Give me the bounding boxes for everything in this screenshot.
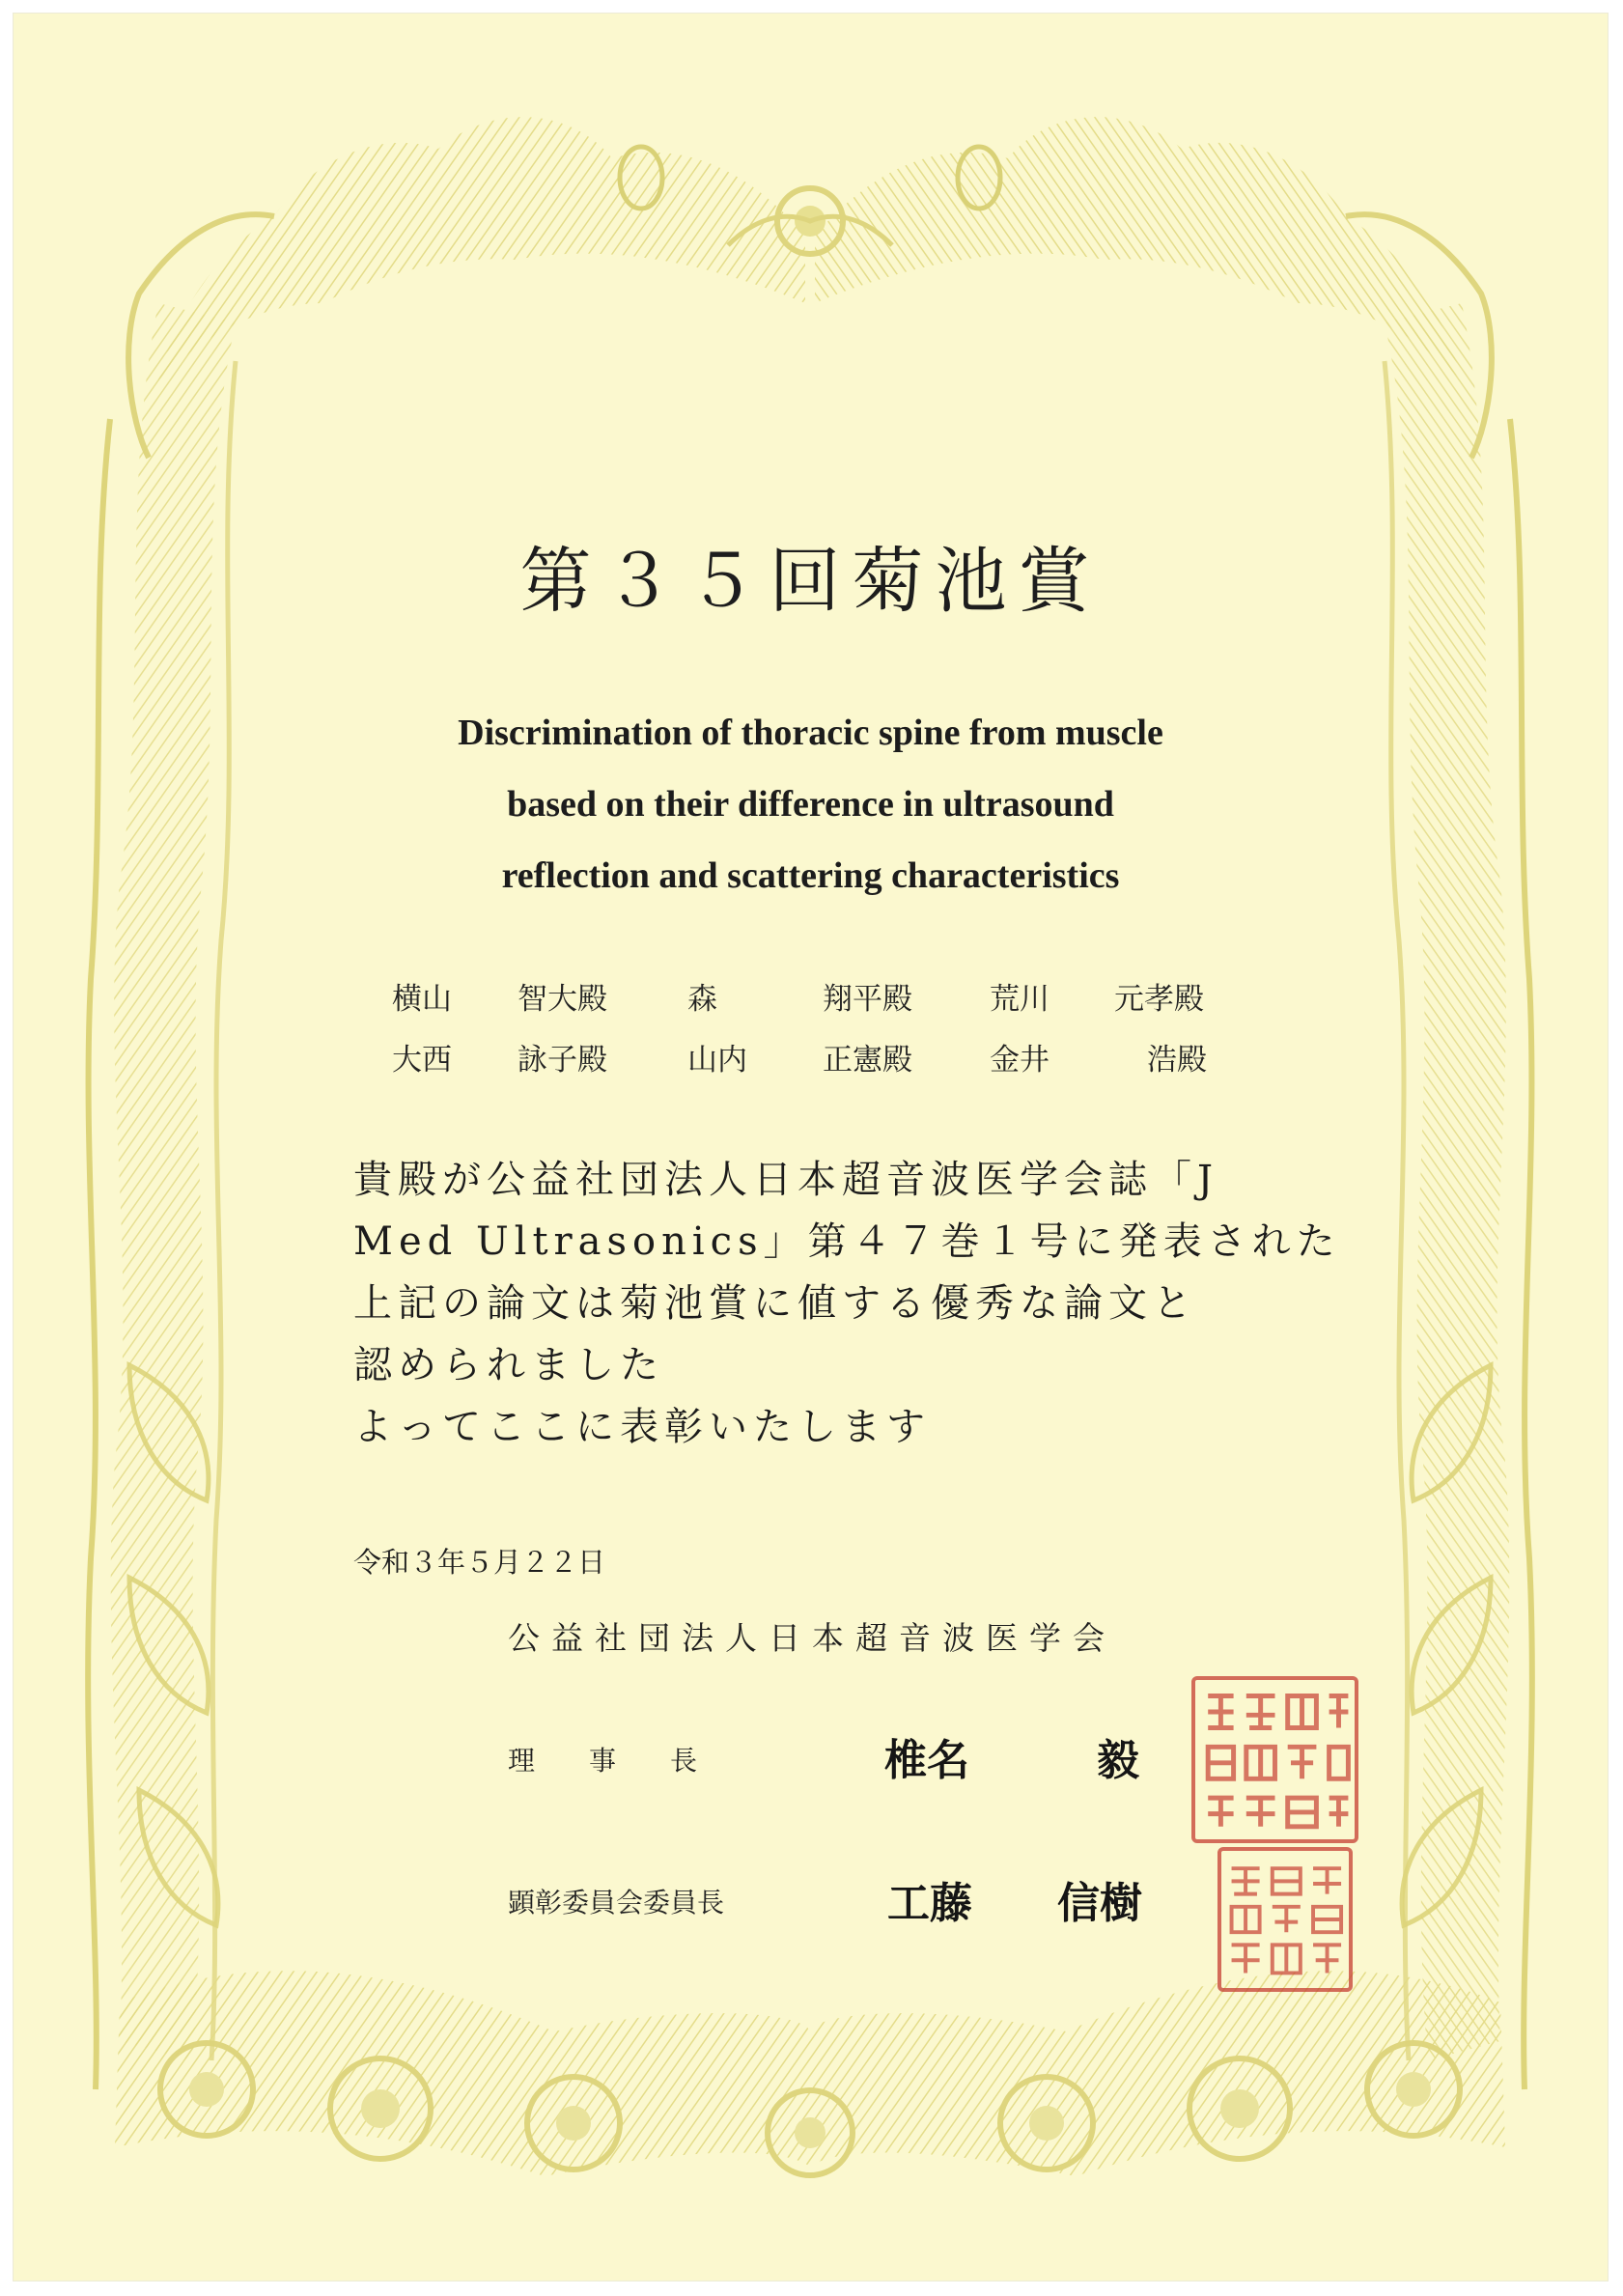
award-title: 第３５回菊池賞 — [519, 540, 1102, 623]
paper-title — [14, 697, 1608, 911]
author-1-given: 智大殿 — [518, 982, 607, 1017]
author-6-given: 浩殿 — [1147, 1043, 1207, 1078]
author-3-family: 荒川 — [990, 982, 1049, 1017]
citation-line: 上記の論文は菊池賞に値する優秀な論文と — [353, 1281, 1197, 1326]
certificate-paper — [14, 14, 1608, 2281]
award-date: 令和３年５月２２日 — [353, 1546, 606, 1579]
author-4-family: 大西 — [392, 1043, 452, 1078]
citation-line: 認められました — [353, 1343, 664, 1387]
committee-chair-seal — [1217, 1847, 1353, 1992]
paper-title-line: Discrimination of thoracic spine from muscle — [458, 713, 1163, 753]
signatory-2-title: 顕彰委員会委員長 — [508, 1887, 725, 1918]
author-6-family: 金井 — [990, 1043, 1049, 1078]
author-1-family: 横山 — [392, 982, 452, 1017]
paper-title-line: based on their difference in ultrasound — [507, 784, 1114, 825]
citation-line: Med Ultrasonics」第４７巻１号に発表された — [353, 1219, 1341, 1264]
organization-name: 公益社団法人日本超音波医学会 — [508, 1619, 1116, 1657]
author-5-family: 山内 — [687, 1043, 747, 1078]
citation-line: 貴殿が公益社団法人日本超音波医学会誌「J — [353, 1158, 1219, 1202]
paper-title-line: reflection and scattering characteristics — [501, 855, 1120, 896]
signatory-1-title: 理 事 長 — [508, 1745, 712, 1777]
author-3-given: 元孝殿 — [1114, 982, 1204, 1017]
author-5-given: 正憲殿 — [823, 1043, 912, 1078]
citation-line: よってここに表彰いたします — [353, 1405, 931, 1449]
president-seal — [1191, 1676, 1358, 1843]
author-2-family: 森 — [687, 982, 717, 1017]
author-2-given: 翔平殿 — [823, 982, 912, 1017]
citation-text — [353, 1149, 1341, 1458]
signatory-1-name: 椎名 毅 — [884, 1736, 1139, 1785]
ornamental-border — [14, 14, 1608, 2281]
author-4-given: 詠子殿 — [518, 1043, 607, 1078]
signatory-2-name: 工藤 信樹 — [887, 1879, 1142, 1928]
